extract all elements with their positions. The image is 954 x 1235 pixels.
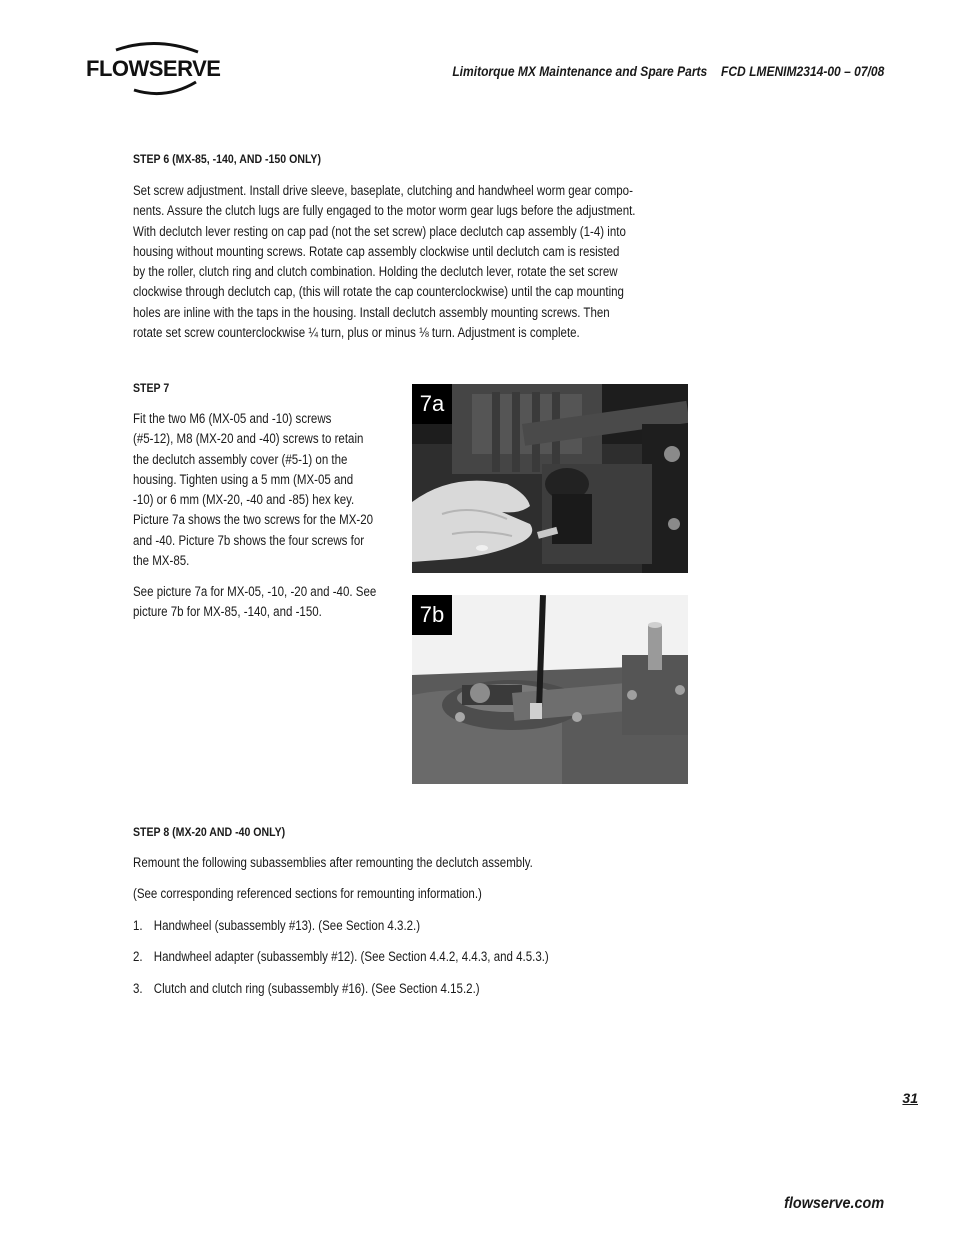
step6-line: rotate set screw counterclockwise ¼ turn, plus or minus ⅛ turn. Adjustment is complete. xyxy=(133,325,580,341)
step6-line: holes are inline with the taps in the housing. Install declutch assembly mounting screws. Then xyxy=(133,304,610,320)
list-item xyxy=(133,947,549,967)
list-item-text: Handwheel adapter (subassembly #12). (See Section 4.4.2, 4.4.3, and 4.5.3.) xyxy=(153,949,549,964)
step6-body xyxy=(133,181,636,343)
list-item xyxy=(133,979,480,999)
doc-title: Limitorque MX Maintenance and Spare Parts xyxy=(452,63,707,79)
step6-line: by the roller, clutch ring and clutch combination. Holding the declutch lever, rotate the set screw xyxy=(133,264,618,280)
step8-intro: Remount the following subassemblies after remounting the declutch assembly. xyxy=(133,855,533,870)
step6-heading: STEP 6 (MX-85, -140, AND -150 ONLY) xyxy=(133,152,322,166)
step8-note: (See corresponding referenced sections for remounting information.) xyxy=(133,886,482,901)
page-number: 31 xyxy=(902,1090,918,1106)
list-item xyxy=(133,916,420,936)
step7-line: the declutch assembly cover (#5-1) on the xyxy=(133,451,348,467)
step7-para2 xyxy=(133,582,376,623)
step7-line: See picture 7a for MX-05, -10, -20 and -40. See xyxy=(133,584,377,599)
step7-line: picture 7b for MX-85, -140, and -150. xyxy=(133,604,322,620)
step6-line: nents. Assure the clutch lugs are fully engaged to the motor worm gear lugs before the adjustment. xyxy=(133,203,636,219)
footer-url[interactable]: flowserve.com xyxy=(783,1195,884,1212)
actuator-top-photo xyxy=(412,595,688,784)
document-header xyxy=(452,63,884,79)
doc-code: FCD LMENIM2314-00 – 07/08 xyxy=(720,63,884,79)
list-item-text: Clutch and clutch ring (subassembly #16). (See Section 4.15.2.) xyxy=(153,981,480,996)
photo-7a xyxy=(412,384,688,573)
step7-line: (#5-12), M8 (MX-20 and -40) screws to retain xyxy=(133,431,364,447)
photo-7a-label: 7a xyxy=(412,384,452,424)
list-item-number: 1. xyxy=(133,918,143,933)
step8-heading: STEP 8 (MX-20 AND -40 ONLY) xyxy=(133,825,286,839)
step6-line: With declutch lever resting on cap pad (not the set screw) place declutch cap assembly (1-4) into xyxy=(133,223,626,239)
list-item-number: 2. xyxy=(133,949,143,964)
step7-line: the MX-85. xyxy=(133,553,190,569)
actuator-hand-photo xyxy=(412,384,688,573)
step7-para1 xyxy=(133,409,373,571)
photo-7b xyxy=(412,595,688,784)
step7-line: and -40. Picture 7b shows the four screws for xyxy=(133,532,365,548)
step7-heading: STEP 7 xyxy=(133,381,170,395)
logo-wordmark: FLOWSERVE xyxy=(86,56,221,81)
step6-line: clockwise through declutch cap, (this will rotate the cap counterclockwise) until the cap mounting xyxy=(133,284,624,300)
photo-7b-label: 7b xyxy=(412,595,452,635)
list-item-number: 3. xyxy=(133,981,143,996)
list-item-text: Handwheel (subassembly #13). (See Section 4.3.2.) xyxy=(153,918,421,933)
step7-line: Picture 7a shows the two screws for the MX-20 xyxy=(133,512,374,528)
flowserve-logo xyxy=(86,40,226,96)
step6-line: housing without mounting screws. Rotate cap assembly clockwise until declutch cam is resisted xyxy=(133,243,620,259)
step7-line: Fit the two M6 (MX-05 and -10) screws xyxy=(133,411,332,426)
step6-line: Set screw adjustment. Install drive sleeve, baseplate, clutching and handwheel worm gear compo- xyxy=(133,183,633,198)
step7-line: housing. Tighten using a 5 mm (MX-05 and xyxy=(133,471,354,487)
step7-line: -10) or 6 mm (MX-20, -40 and -85) hex key. xyxy=(133,492,355,508)
